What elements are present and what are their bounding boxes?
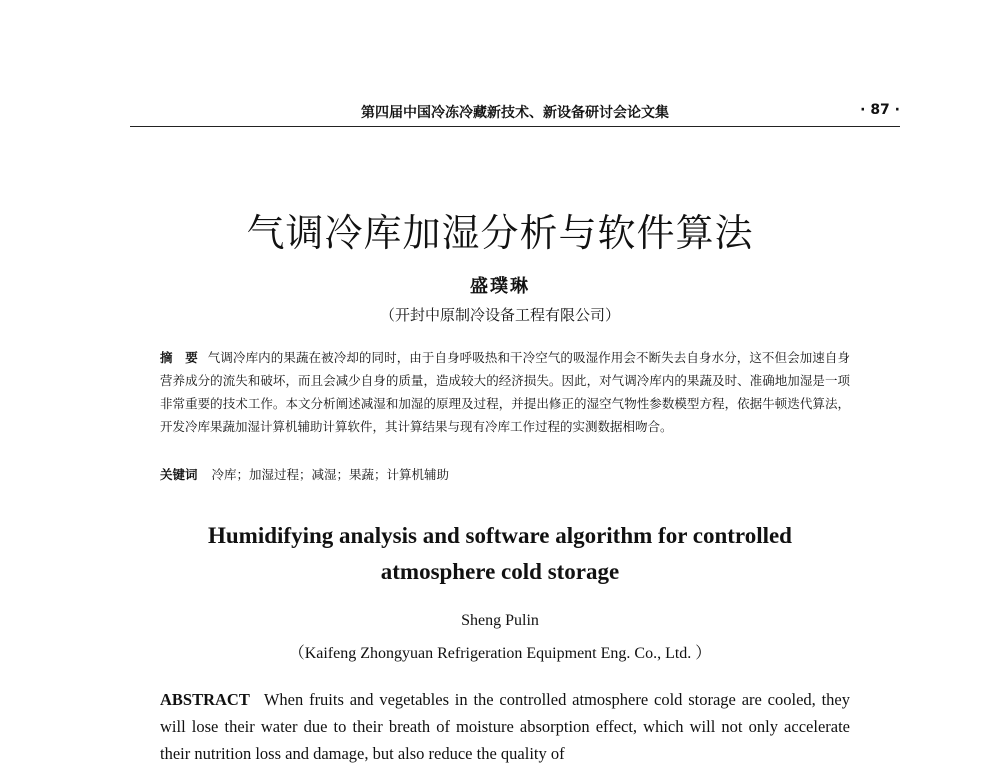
paper-title-en-line2: atmosphere cold storage: [380, 559, 620, 584]
abstract-en: [160, 686, 850, 767]
header-rule: [130, 126, 900, 127]
paper-title-en: [150, 518, 850, 590]
paper-title-zh: 气调冷库加湿分析与软件算法: [246, 211, 754, 255]
keywords-zh: [160, 465, 850, 483]
abstract-zh: [160, 346, 850, 438]
affiliation-en: （Kaifeng Zhongyuan Refrigeration Equipment Eng. Co., Ltd. ）: [288, 645, 712, 662]
affiliation-zh: （开封中原制冷设备工程有限公司）: [379, 306, 620, 324]
abstract-en-label: ABSTRACT: [160, 690, 250, 709]
page-number: · 87 ·: [860, 102, 900, 118]
running-header: [130, 102, 900, 124]
keywords-zh-text: 冷库；加湿过程；减湿；果蔬；计算机辅助: [211, 467, 450, 482]
author-zh: 盛璞琳: [470, 276, 530, 297]
abstract-en-text: When fruits and vegetables in the controlled atmosphere cold storage are cooled, they will lose their water due to their breath of moisture absorption effect, which will not only accelerate their nutrition loss and damage, but also reduce the quality of: [160, 690, 850, 763]
paper-title-en-line1: Humidifying analysis and software algorithm for controlled: [208, 523, 792, 548]
abstract-zh-label: 摘 要: [160, 350, 198, 365]
running-title: 第四届中国冷冻冷藏新技术、新设备研讨会论文集: [361, 105, 669, 121]
keywords-zh-label: 关键词: [160, 467, 198, 482]
author-en: Sheng Pulin: [461, 612, 539, 629]
abstract-zh-text: 气调冷库内的果蔬在被冷却的同时，由于自身呼吸热和干冷空气的吸湿作用会不断失去自身水分，这不但会加速自身营养成分的流失和破坏，而且会减少自身的质量，造成较大的经济损失。因此，对气调冷库内的果蔬及时、准确地加湿是一项非常重要的技术工作。本文分析阐述减湿和加湿的原理及过程，并提出修正的湿空气物性参数模型方程，依据牛顿迭代算法，开发冷库果蔬加湿计算机辅助计算软件，其计算结果与现有冷库工作过程的实测数据相吻合。: [160, 350, 850, 434]
